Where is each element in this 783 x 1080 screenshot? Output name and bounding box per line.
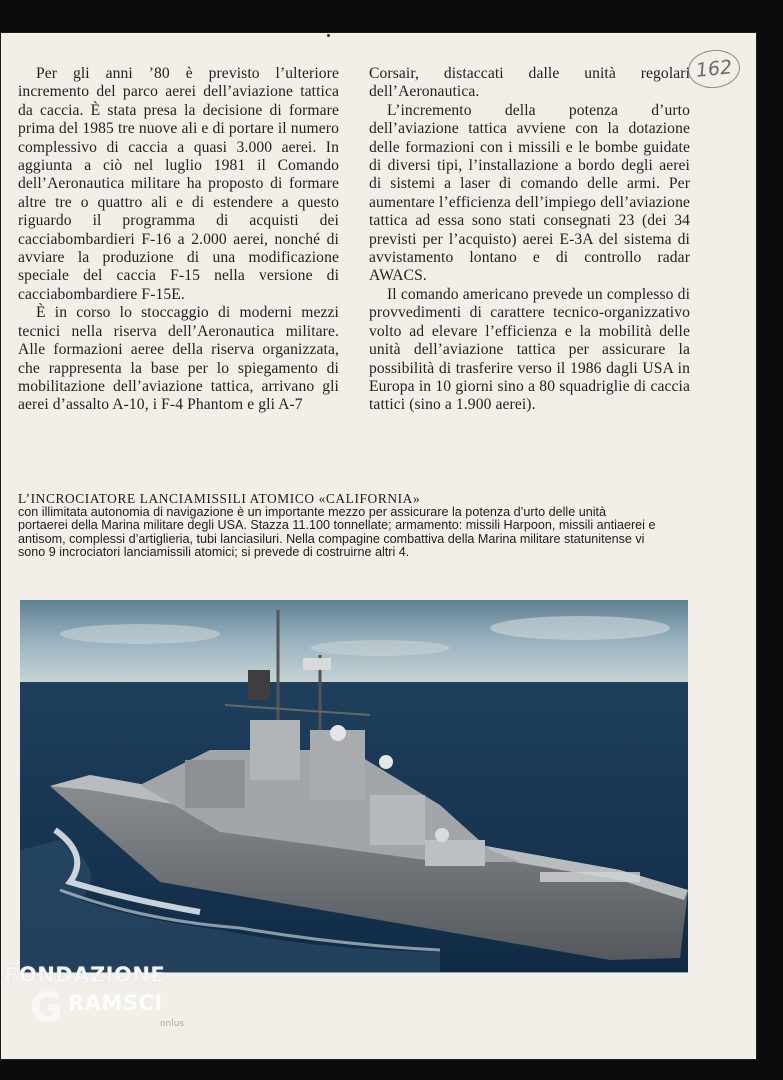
right-text-column xyxy=(369,65,690,415)
watermark-logo-letter: G xyxy=(30,985,63,1031)
caption-title: L’INCROCIATORE LANCIAMISSILI ATOMICO «CALIFORNIA» xyxy=(18,491,421,506)
paragraph: Per gli anni ’80 è previsto l’ulteriore incremento del parco aerei dell’aviazione tattica da caccia. È stata presa la decisione di formare prima del 1985 tre nuove ali e di portare il numero complessivo di caccia a quasi 3.000 aerei. In aggiunta a ciò nel luglio 1981 il Comando dell’Aeronautica militare ha proposto di formare altre tre o quattro ali e di estendere a questo riguardo il programma di acquisti dei cacciabombardieri F-16 a 2.000 aerei, nonché di avviare la produzione di una modificazione speciale del caccia F-15 nella versione di cacciabombardiere F-15E. xyxy=(18,65,339,303)
print-mark xyxy=(327,34,330,37)
watermark-line-1: FONDAZIONE xyxy=(4,963,166,987)
watermark-line-2: RAMSCI xyxy=(68,991,163,1015)
watermark-onlus: onlus xyxy=(160,1019,185,1029)
left-text-column xyxy=(18,65,339,415)
helicopter-deck xyxy=(540,872,640,882)
foundation-watermark xyxy=(4,963,224,1043)
paragraph: L’incremento della potenza d’urto dell’aviazione tattica avviene con la dotazione delle formazioni con i missili e le bombe guidate di diversi tipi, l’installazione a bordo degli aerei di sistemi a laser di comando delle armi. Per aumentare l’efficienza dell’impiego dell’aviazione tattica ad essa sono stati consegnati 23 (dei 34 previsti per l’acquisto) aerei E-3A del sistema di avvistamento lontano e di controllo radar AWACS. xyxy=(369,101,690,285)
handwritten-page-number xyxy=(686,47,742,90)
photo-caption xyxy=(18,492,658,560)
document-page xyxy=(0,32,757,1060)
page-number-text: 162 xyxy=(694,56,734,82)
caption-text: con illimitata autonomia di navigazione è un importante mezzo per assicurare la potenza d’urto delle unità portaerei della Marina militare degli USA. Stazza 11.100 tonnellate; armamento: missili Harpoon, missili antiaerei e antisom, complessi d’artiglieria, tubi lanciasiluri. Nella compagine combattiva della Marina militare statunitense vi sono 9 incrociatori lanciamissili atomici; si prevede di costruirne altri 4. xyxy=(18,504,656,560)
paragraph: È in corso lo stoccaggio di moderni mezzi tecnici nella riserva dell’Aeronautica militare. Alle formazioni aeree della riserva organizzata, che rappresenta la base per lo spiegamento di mobilitazione dell’aviazione tattica, arrivano gli aerei d’assalto A-10, i F-4 Phantom e gli A-7 xyxy=(18,304,339,414)
radar-dome xyxy=(330,725,346,741)
paragraph: Il comando americano prevede un complesso di provvedimenti di carattere tecnico-organizzativo volto ad elevare l’efficienza e la mobilità delle unità dell’aviazione tattica per assicurare la possibilità di trasferire verso il 1986 dagli USA in Europa in 10 giorni sino a 80 squadriglie di caccia tattici (sino a 1.900 aerei). xyxy=(369,285,690,414)
paragraph: Corsair, distaccati dalle unità regolari dell’Aeronautica. xyxy=(369,65,690,101)
cruiser-photo xyxy=(20,600,688,973)
